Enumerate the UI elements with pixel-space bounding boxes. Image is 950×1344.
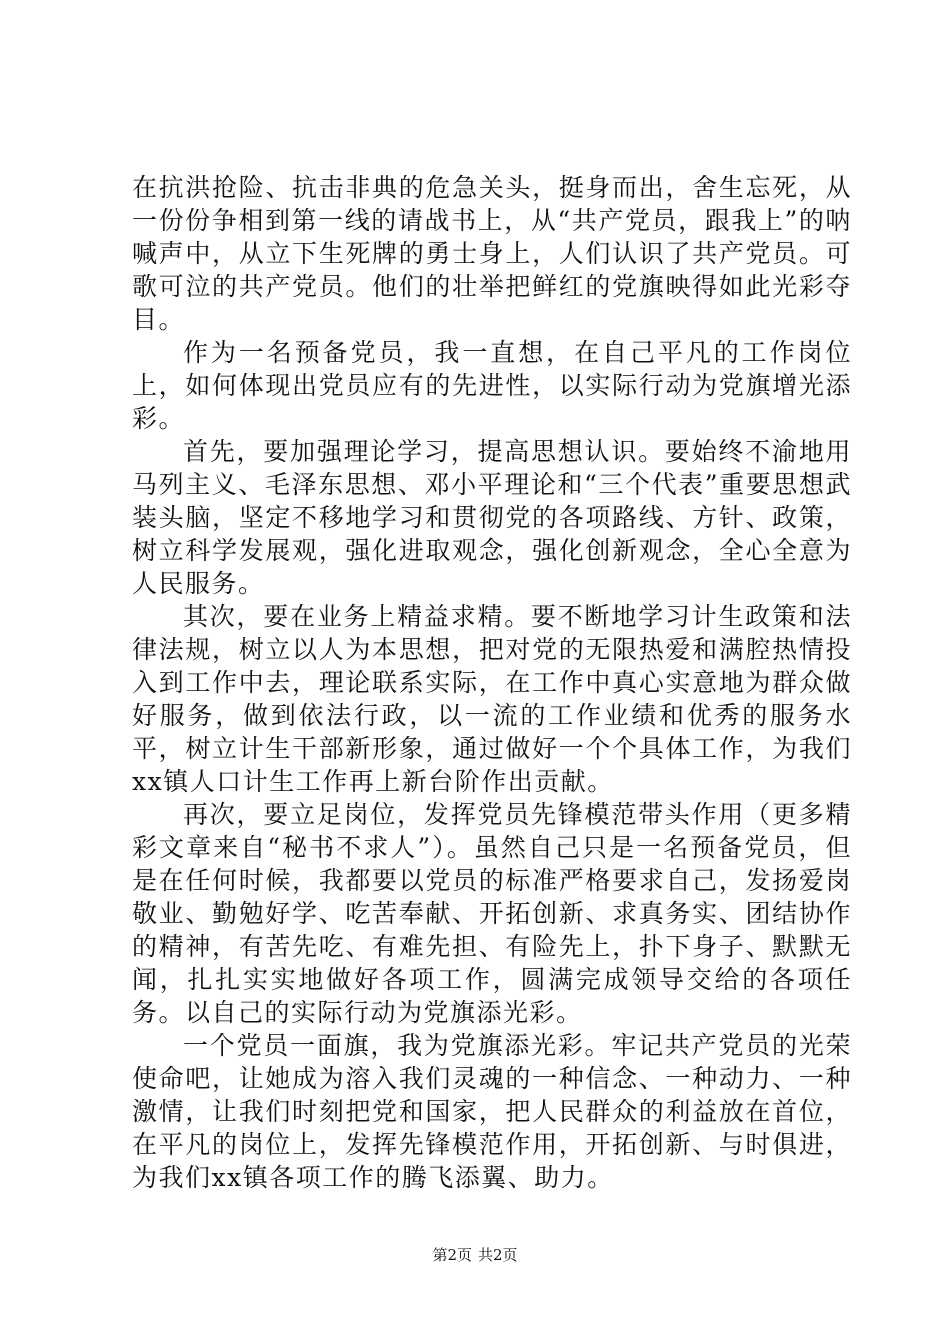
paragraph-intro: 作为一名预备党员，我一直想，在自己平凡的工作岗位上，如何体现出党员应有的先进性，以实际行动为党旗增光添彩。 (132, 338, 852, 433)
page-footer (0, 1245, 950, 1265)
paragraph-second: 其次，要在业务上精益求精。要不断地学习计生政策和法律法规，树立以人为本思想，把对党的无限热爱和满腔热情投入到工作中去，理论联系实际，在工作中真心实意地为群众做好服务，做到依法行政，以一流的工作业绩和优秀的服务水平，树立计生干部新形象，通过做好一个个具体工作，为我们xx镇人口计生工作再上新台阶作出贡献。 (132, 602, 852, 796)
paragraph-continuation: 在抗洪抢险、抗击非典的危急关头，挺身而出，舍生忘死，从一份份争相到第一线的请战书上，从“共产党员，跟我上”的呐喊声中，从立下生死牌的勇士身上，人们认识了共产党员。可歌可泣的共产党员。他们的壮举把鲜红的党旗映得如此光彩夺目。 (132, 173, 852, 334)
page-number-total: 共2页 (478, 1246, 518, 1264)
page-number-current: 第2页 (432, 1246, 472, 1264)
paragraph-third: 再次，要立足岗位，发挥党员先锋模范带头作用（更多精彩文章来自“秘书不求人”）。虽然自己只是一名预备党员，但是在任何时候，我都要以党员的标准严格要求自己，发扬爱岗敬业、勤勉好学、吃苦奉献、开拓创新、求真务实、团结协作的精神，有苦先吃、有难先担、有险先上，扑下身子、默默无闻，扎扎实实地做好各项工作，圆满完成领导交给的各项任务。以自己的实际行动为党旗添光彩。 (132, 800, 852, 1027)
paragraph-first: 首先，要加强理论学习，提高思想认识。要始终不渝地用马列主义、毛泽东思想、邓小平理论和“三个代表”重要思想武装头脑，坚定不移地学习和贯彻党的各项路线、方针、政策，树立科学发展观，强化进取观念，强化创新观念，全心全意为人民服务。 (132, 437, 852, 598)
document-body (132, 171, 852, 1194)
paragraph-conclusion: 一个党员一面旗，我为党旗添光彩。牢记共产党员的光荣使命吧，让她成为溶入我们灵魂的一种信念、一种动力、一种激情，让我们时刻把党和国家，把人民群众的利益放在首位，在平凡的岗位上，发挥先锋模范作用，开拓创新、与时俱进，为我们xx镇各项工作的腾飞添翼、助力。 (132, 1031, 852, 1192)
